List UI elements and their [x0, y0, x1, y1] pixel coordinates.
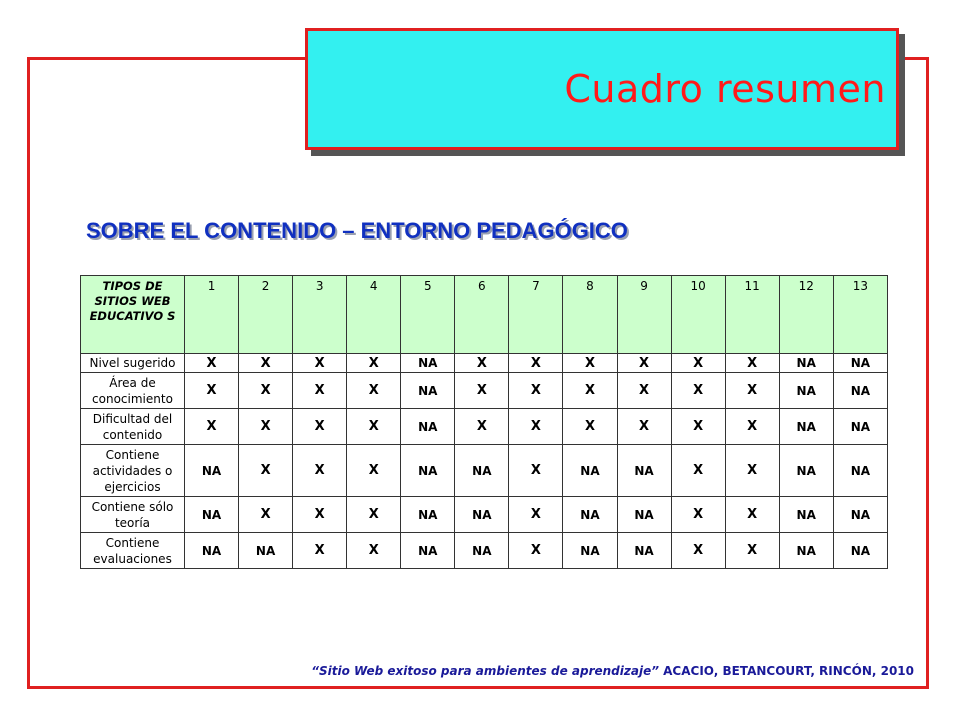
table-row: [81, 445, 888, 497]
table-cell: NA: [779, 409, 833, 445]
table-cell: X: [509, 497, 563, 533]
table-cell: X: [725, 373, 779, 409]
table-cell: NA: [779, 373, 833, 409]
table-cell: NA: [833, 445, 887, 497]
table-cell: X: [671, 354, 725, 373]
table-cell: X: [509, 373, 563, 409]
table-cell: X: [509, 354, 563, 373]
title-box: [305, 28, 899, 150]
table-cell: NA: [833, 533, 887, 569]
header-label: TIPOS DE SITIOS WEB EDUCATIVO S: [81, 276, 185, 354]
table-cell: X: [293, 354, 347, 373]
table-cell: X: [293, 409, 347, 445]
section-subtitle: SOBRE EL CONTENIDO – ENTORNO PEDAGÓGICO: [86, 218, 628, 243]
row-label: Contiene evaluaciones: [81, 533, 185, 569]
column-header-3: 3: [293, 276, 347, 354]
table-cell: X: [725, 354, 779, 373]
table-cell: X: [239, 373, 293, 409]
table-cell: X: [347, 354, 401, 373]
table-cell: X: [617, 354, 671, 373]
table-cell: X: [293, 533, 347, 569]
table-cell: X: [509, 533, 563, 569]
table-cell: X: [239, 497, 293, 533]
table-cell: NA: [401, 373, 455, 409]
table-cell: NA: [779, 533, 833, 569]
table-cell: X: [185, 373, 239, 409]
table-cell: NA: [185, 533, 239, 569]
table-cell: X: [239, 445, 293, 497]
table-cell: NA: [563, 445, 617, 497]
table-cell: NA: [239, 533, 293, 569]
table-cell: X: [509, 445, 563, 497]
table-cell: X: [563, 373, 617, 409]
table-cell: NA: [563, 497, 617, 533]
table-cell: NA: [455, 445, 509, 497]
table-cell: X: [563, 354, 617, 373]
footer-authors: ACACIO, BETANCOURT, RINCÓN, 2010: [663, 664, 914, 678]
table-cell: X: [347, 373, 401, 409]
table-cell: NA: [563, 533, 617, 569]
column-header-9: 9: [617, 276, 671, 354]
footer-citation: [0, 664, 914, 678]
table-cell: NA: [779, 445, 833, 497]
table-cell: NA: [185, 497, 239, 533]
column-header-13: 13: [833, 276, 887, 354]
table-cell: NA: [617, 497, 671, 533]
table-cell: X: [239, 409, 293, 445]
table-header-row: [81, 276, 888, 354]
table-cell: NA: [617, 445, 671, 497]
table-cell: X: [455, 373, 509, 409]
slide-title: Cuadro resumen: [564, 67, 886, 111]
table-cell: NA: [455, 497, 509, 533]
table-cell: X: [671, 409, 725, 445]
table-cell: X: [671, 373, 725, 409]
table-cell: X: [347, 445, 401, 497]
table-cell: NA: [401, 497, 455, 533]
column-header-7: 7: [509, 276, 563, 354]
table-cell: NA: [779, 354, 833, 373]
column-header-4: 4: [347, 276, 401, 354]
table-cell: X: [617, 373, 671, 409]
table-cell: NA: [833, 497, 887, 533]
column-header-1: 1: [185, 276, 239, 354]
table-cell: X: [347, 409, 401, 445]
table-cell: X: [563, 409, 617, 445]
table-cell: NA: [833, 354, 887, 373]
column-header-2: 2: [239, 276, 293, 354]
table-cell: NA: [401, 409, 455, 445]
column-header-11: 11: [725, 276, 779, 354]
footer-quote: “Sitio Web exitoso para ambientes de aprendizaje”: [311, 664, 659, 678]
table-cell: NA: [779, 497, 833, 533]
table-cell: NA: [833, 373, 887, 409]
table-cell: X: [347, 497, 401, 533]
table-cell: X: [725, 533, 779, 569]
table-cell: NA: [617, 533, 671, 569]
table-cell: NA: [401, 354, 455, 373]
row-label: Nivel sugerido: [81, 354, 185, 373]
column-header-12: 12: [779, 276, 833, 354]
table-cell: X: [671, 497, 725, 533]
table-cell: X: [455, 354, 509, 373]
row-label: Dificultad del contenido: [81, 409, 185, 445]
table-cell: X: [347, 533, 401, 569]
table-cell: NA: [455, 533, 509, 569]
row-label: Contiene actividades o ejercicios: [81, 445, 185, 497]
table-row: [81, 497, 888, 533]
table-cell: X: [293, 445, 347, 497]
column-header-5: 5: [401, 276, 455, 354]
table-row: [81, 533, 888, 569]
table-cell: X: [185, 409, 239, 445]
column-header-8: 8: [563, 276, 617, 354]
table-cell: X: [293, 497, 347, 533]
table-cell: X: [725, 497, 779, 533]
table-cell: X: [509, 409, 563, 445]
table-cell: X: [239, 354, 293, 373]
column-header-10: 10: [671, 276, 725, 354]
table-row: [81, 373, 888, 409]
table-cell: X: [293, 373, 347, 409]
column-header-6: 6: [455, 276, 509, 354]
table-cell: NA: [185, 445, 239, 497]
table-cell: X: [671, 533, 725, 569]
table-row: [81, 354, 888, 373]
row-label: Contiene sólo teoría: [81, 497, 185, 533]
table-cell: X: [455, 409, 509, 445]
table-cell: X: [617, 409, 671, 445]
table-cell: NA: [401, 445, 455, 497]
table-cell: NA: [833, 409, 887, 445]
table-cell: NA: [401, 533, 455, 569]
table-row: [81, 409, 888, 445]
summary-table: [80, 275, 888, 569]
table-cell: X: [725, 409, 779, 445]
table-cell: X: [671, 445, 725, 497]
table-cell: X: [725, 445, 779, 497]
row-label: Área de conocimiento: [81, 373, 185, 409]
table-cell: X: [185, 354, 239, 373]
